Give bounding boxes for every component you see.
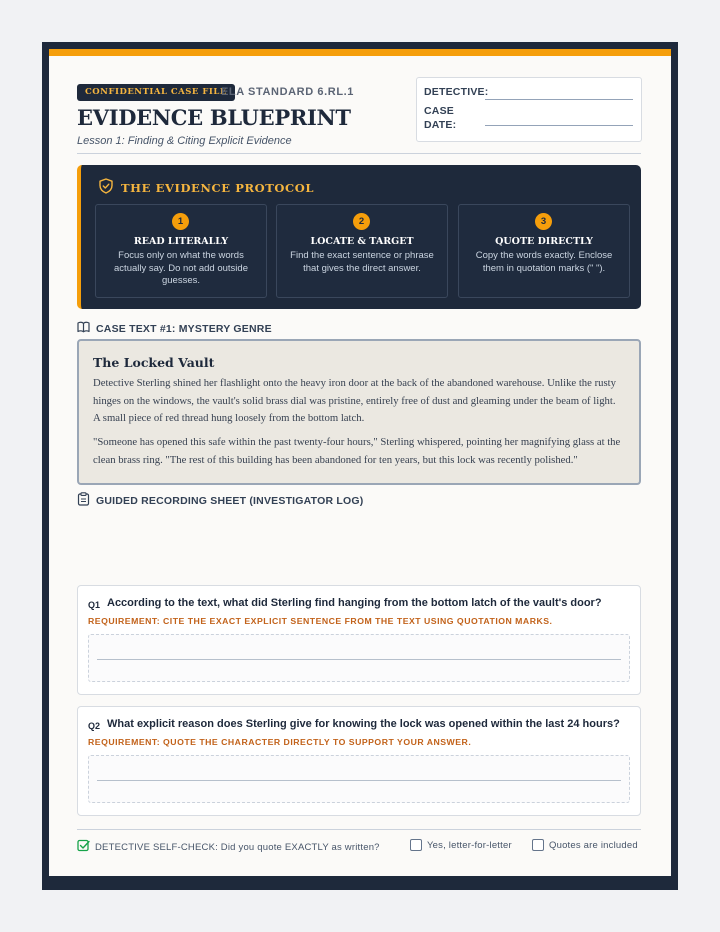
question-requirement: REQUIREMENT: CITE THE EXACT EXPLICIT SENTENCE FROM THE TEXT USING QUOTATION MARKS. [88,616,553,626]
accent-bar [49,49,671,56]
question-text: What explicit reason does Sterling give for knowing the lock was opened within the last 24 hours? [107,718,620,730]
log-heading [77,492,363,509]
confidential-badge: CONFIDENTIAL CASE FILE [77,84,235,101]
self-check-option[interactable] [410,839,512,851]
step-title: READ LITERALLY [133,236,229,247]
case-text-box [77,339,641,485]
option-label: Quotes are included [549,839,638,851]
self-check-prompt [77,839,380,855]
date-label: DATE: [424,119,457,131]
case-text-heading [77,321,272,336]
detective-info-box [416,77,642,142]
answer-line [97,659,621,660]
option-label: Yes, letter-for-letter [427,839,512,851]
answer-field[interactable] [88,755,630,803]
page-title: EVIDENCE BLUEPRINT [77,105,351,130]
worksheet-frame [42,42,678,890]
step-number: 3 [535,213,552,230]
protocol-step [95,204,267,298]
protocol-header [99,179,314,197]
case-text-heading-label: CASE TEXT #1: MYSTERY GENRE [96,322,272,335]
clipboard-icon [77,492,90,509]
checkbox[interactable] [532,839,544,851]
answer-field[interactable] [88,634,630,682]
worksheet-page [49,49,671,876]
step-title: LOCATE & TARGET [310,236,414,247]
answer-line [97,780,621,781]
self-check-option[interactable] [532,839,638,851]
question-tag: Q2 [88,721,101,731]
step-number: 2 [353,213,370,230]
protocol-title: THE EVIDENCE PROTOCOL [121,181,315,195]
detective-name-field[interactable] [485,99,633,100]
case-text-paragraph: "Someone has opened this safe within the past twenty-four hours," Sterling whispered, pointing her magnifying glass at the clean brass ring. "The rest of this building has been abandoned for ten years, but this lock was recently polished." [93,436,621,466]
self-check-label: DETECTIVE SELF-CHECK: Did you quote EXACTLY as written? [95,841,380,853]
question-card [77,706,641,816]
question-text: According to the text, what did Sterling find hanging from the bottom latch of the vault's door? [107,597,602,609]
footer-divider [77,829,641,830]
case-text-paragraph: Detective Sterling shined her flashlight onto the heavy iron door at the back of the abandoned warehouse. Unlike the rusty hinges on the windows, the vault's solid brass dial was pristine, entirely free of dust and gleaming under the beam of light. A small piece of red thread hung loosely from the bottom latch. [93,377,616,424]
question-card [77,585,641,695]
book-open-icon [77,321,90,336]
step-description: Focus only on what the words actually say. Do not add outside guesses. [114,250,248,286]
shield-check-icon [99,178,113,199]
evidence-protocol-panel [77,165,641,309]
question-tag: Q1 [88,600,101,610]
detective-label: DETECTIVE: [424,86,489,98]
protocol-step [276,204,448,298]
log-heading-label: GUIDED RECORDING SHEET (INVESTIGATOR LOG) [96,494,364,507]
standard-label: ELA STANDARD 6.RL.1 [221,86,355,98]
header-divider [77,153,641,154]
protocol-step [458,204,630,298]
check-square-icon [77,839,90,855]
step-title: QUOTE DIRECTLY [495,236,593,247]
step-description: Copy the words exactly. Enclose them in quotation marks (" "). [475,250,613,274]
page-subtitle: Lesson 1: Finding & Citing Explicit Evidence [77,135,292,147]
self-check-row [77,839,641,855]
checkbox[interactable] [410,839,422,851]
step-description: Find the exact sentence or phrase that gives the direct answer. [290,250,434,274]
case-label: CASE [424,105,454,117]
step-number: 1 [172,213,189,230]
case-text-title: The Locked Vault [93,355,215,370]
case-date-field[interactable] [485,125,633,126]
question-requirement: REQUIREMENT: QUOTE THE CHARACTER DIRECTLY TO SUPPORT YOUR ANSWER. [88,737,472,747]
